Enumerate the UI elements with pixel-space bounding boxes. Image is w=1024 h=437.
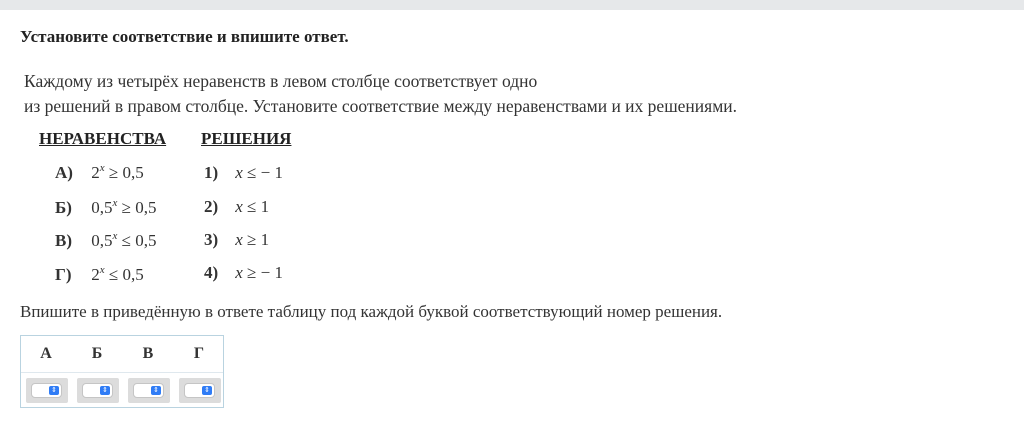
- answer-header-v: В: [142, 345, 154, 362]
- solution-label: 4): [204, 263, 219, 282]
- inequality-row: [55, 198, 156, 218]
- solution-expression: x ≤ − 1: [235, 163, 283, 182]
- select-arrows-icon: ⇕: [49, 386, 59, 395]
- answer-instruction: Впишите в приведённую в ответе таблицу под каждой буквой соответствующий номер решения.: [20, 302, 723, 321]
- answer-cell-v: [128, 378, 170, 403]
- intro-line-1: Каждому из четырёх неравенств в левом столбце соответствует одно: [24, 71, 538, 91]
- top-bar: [0, 0, 1024, 10]
- inequality-label: Г): [55, 265, 72, 284]
- answer-select-g[interactable]: [184, 383, 215, 398]
- solution-label: 3): [204, 230, 219, 249]
- task-heading: Установите соответствие и впишите ответ.: [20, 27, 349, 46]
- inequalities-column-title: НЕРАВЕНСТВА: [39, 129, 167, 148]
- answer-select-v[interactable]: [133, 383, 164, 398]
- inequality-row: [55, 163, 144, 183]
- solution-expression: x ≤ 1: [235, 197, 270, 216]
- select-arrows-icon: ⇕: [100, 386, 110, 395]
- solutions-column-title: РЕШЕНИЯ: [201, 129, 292, 148]
- inequality-expression: 0,5$^x$ ≤ 0,5: [91, 230, 157, 250]
- answer-select-a[interactable]: [31, 383, 62, 398]
- answer-table-divider: [21, 372, 223, 373]
- solution-row: [204, 163, 283, 183]
- select-arrows-icon: ⇕: [151, 386, 161, 395]
- select-arrows-icon: ⇕: [202, 386, 212, 395]
- answer-header-b: Б: [91, 345, 103, 362]
- solution-row: [204, 263, 283, 283]
- task-intro: [24, 69, 737, 119]
- solution-expression: x ≥ 1: [235, 230, 270, 249]
- inequality-row: [55, 231, 156, 251]
- solution-row: [204, 197, 269, 217]
- solution-row: [204, 230, 269, 250]
- inequality-expression: 2$^x$ ≤ 0,5: [91, 264, 144, 284]
- answer-select-b[interactable]: [82, 383, 113, 398]
- answer-cell-a: [26, 378, 68, 403]
- inequality-label: В): [55, 231, 72, 250]
- inequality-row: [55, 265, 144, 285]
- answer-cell-b: [77, 378, 119, 403]
- solution-expression: x ≥ − 1: [235, 263, 283, 282]
- answer-header-a: А: [40, 345, 52, 362]
- solution-label: 1): [204, 163, 219, 182]
- answer-cell-g: [179, 378, 221, 403]
- answer-table: [20, 335, 224, 408]
- inequality-expression: 0,5$^x$ ≥ 0,5: [91, 197, 157, 217]
- solution-label: 2): [204, 197, 219, 216]
- inequality-expression: 2$^x$ ≥ 0,5: [91, 162, 144, 182]
- intro-line-2: из решений в правом столбце. Установите соответствие между неравенствами и их решениями.: [24, 96, 738, 116]
- answer-header-g: Г: [193, 345, 205, 362]
- inequality-label: А): [55, 163, 73, 182]
- inequality-label: Б): [55, 198, 72, 217]
